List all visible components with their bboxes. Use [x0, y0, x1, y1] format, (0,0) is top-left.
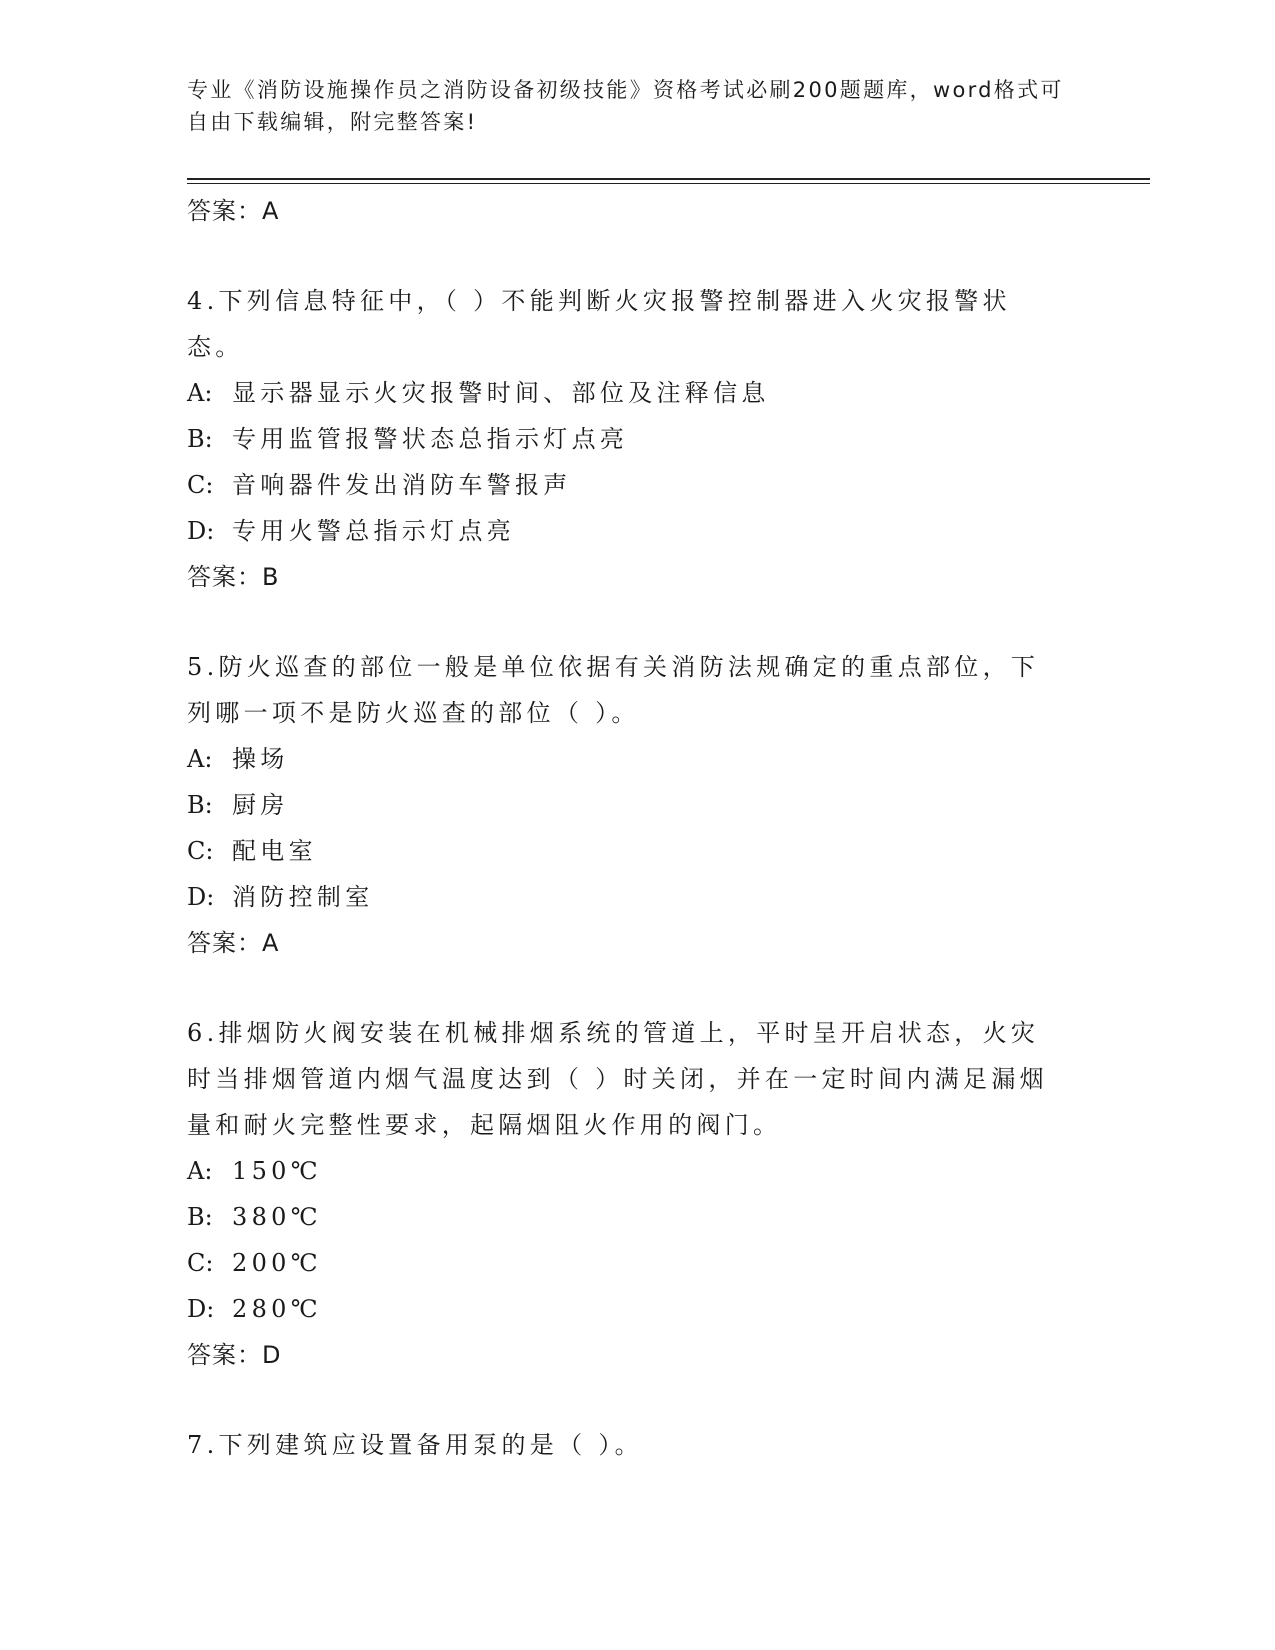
option-letter: A: [187, 745, 213, 773]
option-letter: D: [187, 517, 215, 545]
option-text: 音响器件发出消防车警报声 [232, 471, 572, 499]
question-stem: 7.下列建筑应设置备用泵的是（ ）。 [187, 1431, 643, 1459]
question-stem: 5.防火巡查的部位一般是单位依据有关消防法规确定的重点部位，下列哪一项不是防火巡查的部位（ ）。 [187, 653, 1040, 727]
question-stem: 6.排烟防火阀安装在机械排烟系统的管道上，平时呈开启状态，火灾时当排烟管道内烟气温度达到（ ）时关闭，并在一定时间内满足漏烟量和耐火完整性要求，起隔烟阻火作用的阀门。 [187, 1019, 1048, 1139]
question-stem: 4.下列信息特征中，（ ）不能判断火灾报警控制器进入火灾报警状态。 [187, 287, 1011, 361]
option-letter: B: [187, 425, 213, 453]
option-text: 操场 [232, 745, 289, 773]
option-text: 厨房 [232, 791, 289, 819]
option-text: 显示器显示火灾报警时间、部位及注释信息 [232, 379, 770, 407]
answer-line: 答案：D [187, 1341, 282, 1369]
answer-line: 答案：B [187, 563, 280, 591]
option-text: 配电室 [232, 837, 317, 865]
document-body [187, 188, 1087, 1468]
option-text: 280℃ [232, 1295, 322, 1323]
option-c [187, 1240, 1087, 1286]
option-text: 380℃ [232, 1203, 322, 1231]
question-item [187, 1010, 1087, 1378]
option-b [187, 782, 1087, 828]
option-a [187, 1148, 1087, 1194]
option-letter: B: [187, 791, 213, 819]
option-letter: A: [187, 1157, 213, 1185]
option-letter: C: [187, 471, 214, 499]
option-letter: D: [187, 1295, 215, 1323]
document-title: 专业《消防设施操作员之消防设备初级技能》资格考试必刷200题题库，word格式可自由下载编辑，附完整答案! [187, 78, 1064, 134]
option-letter: A: [187, 379, 213, 407]
option-d [187, 874, 1087, 920]
option-text: 200℃ [232, 1249, 322, 1277]
option-text: 消防控制室 [232, 883, 374, 911]
option-letter: C: [187, 837, 214, 865]
option-text: 专用火警总指示灯点亮 [232, 517, 515, 545]
answer-line: 答案：A [187, 197, 280, 225]
question-item [187, 644, 1087, 966]
question-item [187, 1422, 1087, 1468]
option-d [187, 1286, 1087, 1332]
answer-line: 答案：A [187, 929, 280, 957]
header-rule-thick [187, 178, 1150, 180]
option-text: 专用监管报警状态总指示灯点亮 [232, 425, 629, 453]
option-text: 150℃ [232, 1157, 322, 1185]
question-item [187, 278, 1087, 600]
option-b [187, 416, 1087, 462]
option-a [187, 370, 1087, 416]
header-rule-thin [187, 183, 1150, 184]
option-b [187, 1194, 1087, 1240]
option-a [187, 736, 1087, 782]
option-letter: C: [187, 1249, 214, 1277]
option-c [187, 828, 1087, 874]
option-letter: D: [187, 883, 215, 911]
option-letter: B: [187, 1203, 213, 1231]
document-header [187, 74, 1067, 138]
option-d [187, 508, 1087, 554]
option-c [187, 462, 1087, 508]
